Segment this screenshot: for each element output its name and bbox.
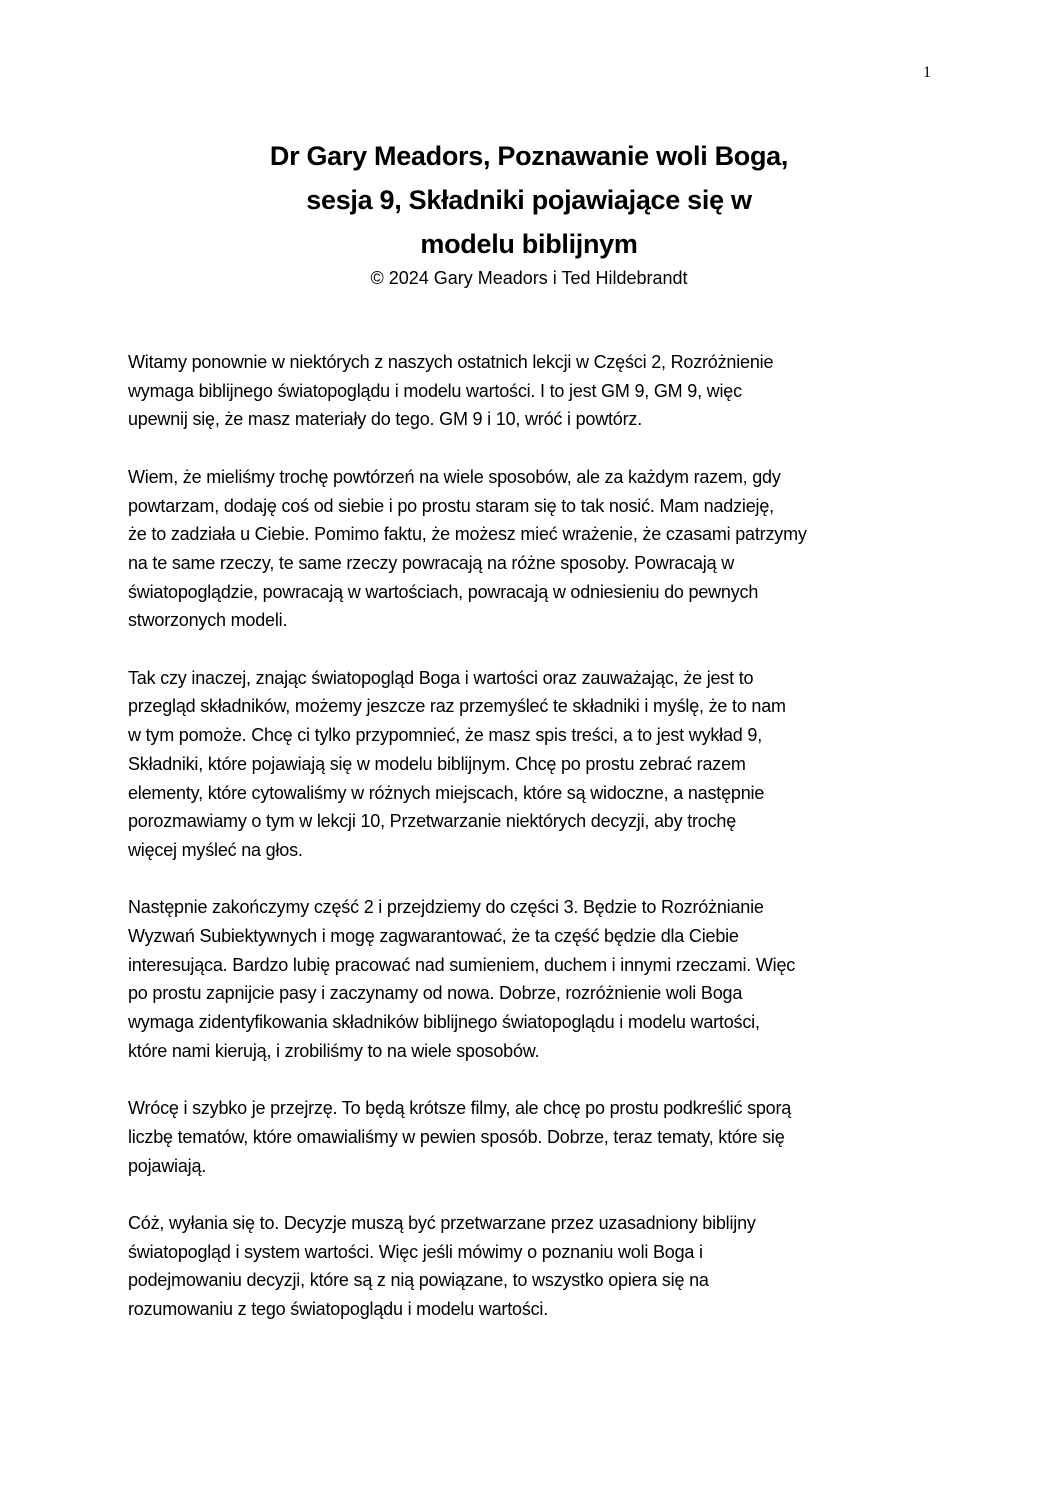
paragraph-line: interesująca. Bardzo lubię pracować nad sumieniem, duchem i innymi rzeczami. Więc [128, 954, 796, 975]
paragraph-line: Wyzwań Subiektywnych i mogę zagwarantować, że ta część będzie dla Ciebie [128, 926, 739, 947]
paragraph-line: wymaga zidentyfikowania składników biblijnego światopoglądu i modelu wartości, [128, 1012, 760, 1033]
title-line: sesja 9, Składniki pojawiające się w [306, 185, 752, 215]
paragraph-line: stworzonych modeli. [128, 610, 288, 631]
paragraph-line: Tak czy inaczej, znając światopogląd Boga i wartości oraz zauważając, że jest to [128, 667, 754, 688]
paragraph-line: rozumowaniu z tego światopoglądu i modelu wartości. [128, 1299, 549, 1320]
paragraph [128, 893, 807, 1065]
paragraph-line: światopogląd i system wartości. Więc jeśli mówimy o poznaniu woli Boga i [128, 1241, 703, 1262]
paragraph [128, 348, 807, 434]
paragraph-line: przegląd składników, możemy jeszcze raz przemyśleć te składniki i myślę, że to nam [128, 696, 786, 717]
paragraph [128, 1209, 807, 1324]
title-line: Dr Gary Meadors, Poznawanie woli Boga, [269, 141, 789, 171]
paragraph-line: Wiem, że mieliśmy trochę powtórzeń na wiele sposobów, ale za każdym razem, gdy [128, 466, 781, 487]
paragraph-line: pojawiają. [128, 1155, 207, 1176]
paragraph-line: Następnie zakończymy część 2 i przejdziemy do części 3. Będzie to Rozróżnianie [128, 897, 764, 918]
paragraph-line: elementy, które cytowaliśmy w różnych miejscach, które są widoczne, a następnie [128, 782, 765, 803]
paragraph [128, 463, 807, 635]
copyright-notice: © 2024 Gary Meadors i Ted Hildebrandt [370, 268, 688, 288]
paragraph-line: w tym pomoże. Chcę ci tylko przypomnieć, że masz spis treści, a to jest wykład 9, [128, 725, 763, 746]
paragraph-line: upewnij się, że masz materiały do tego. GM 9 i 10, wróć i powtórz. [128, 409, 643, 430]
paragraph [128, 664, 807, 865]
document-title [0, 134, 1058, 266]
paragraph-line: wymaga biblijnego światopoglądu i modelu wartości. I to jest GM 9, GM 9, więc [128, 380, 742, 401]
paragraph-line: po prostu zapnijcie pasy i zaczynamy od nowa. Dobrze, rozróżnienie woli Boga [128, 983, 743, 1004]
paragraph-line: porozmawiamy o tym w lekcji 10, Przetwarzanie niektórych decyzji, aby trochę [128, 811, 737, 832]
page-number: 1 [923, 64, 931, 81]
paragraph-line: Witamy ponownie w niektórych z naszych ostatnich lekcji w Części 2, Rozróżnienie [128, 352, 774, 372]
document-body [128, 348, 807, 1353]
paragraph-line: liczbę tematów, które omawialiśmy w pewien sposób. Dobrze, teraz tematy, które się [128, 1126, 785, 1147]
paragraph-line: Cóż, wyłania się to. Decyzje muszą być przetwarzane przez uzasadniony biblijny [128, 1213, 756, 1234]
title-line: modelu biblijnym [420, 229, 638, 259]
paragraph-line: Składniki, które pojawiają się w modelu biblijnym. Chcę po prostu zebrać razem [128, 753, 746, 774]
paragraph-line: że to zadziała u Ciebie. Pomimo faktu, że możesz mieć wrażenie, że czasami patrzymy [128, 524, 807, 545]
paragraph-line: Wrócę i szybko je przejrzę. To będą krótsze filmy, ale chcę po prostu podkreślić sporą [128, 1098, 792, 1119]
paragraph-line: więcej myśleć na głos. [128, 839, 303, 860]
paragraph-line: podejmowaniu decyzji, które są z nią powiązane, to wszystko opiera się na [128, 1270, 709, 1291]
paragraph-line: światopoglądzie, powracają w wartościach, powracają w odniesieniu do pewnych [128, 581, 759, 602]
paragraph [128, 1094, 807, 1180]
paragraph-line: które nami kierują, i zrobiliśmy to na wiele sposobów. [128, 1040, 540, 1061]
paragraph-line: powtarzam, dodaję coś od siebie i po prostu staram się to tak nosić. Mam nadzieję, [128, 495, 774, 516]
paragraph-line: na te same rzeczy, te same rzeczy powracają na różne sposoby. Powracają w [128, 552, 735, 573]
